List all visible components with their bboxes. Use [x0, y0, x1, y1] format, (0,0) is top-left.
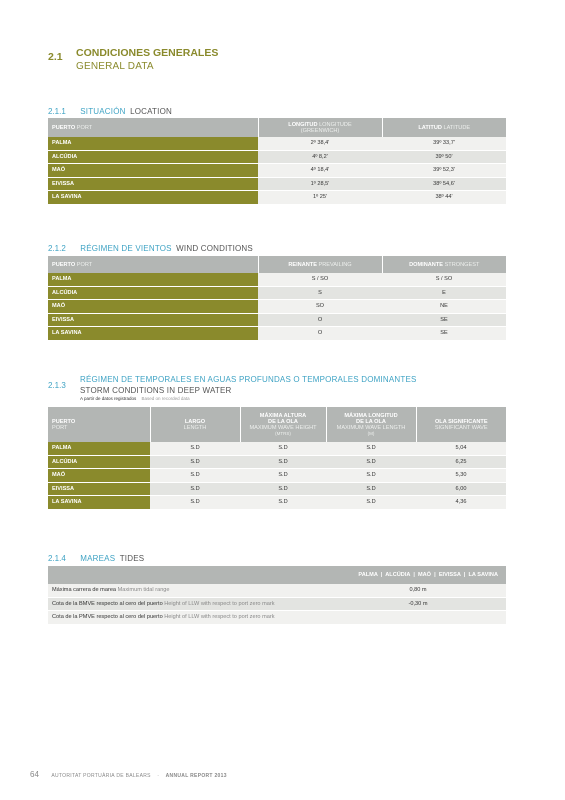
latitude-cell: 38º 44'	[382, 191, 506, 205]
table-row	[48, 455, 506, 469]
length-cell: S.D	[150, 496, 240, 510]
section-heading	[48, 47, 63, 65]
footer	[30, 764, 227, 782]
latitude-cell: 39º 50'	[382, 150, 506, 164]
tide-label: Cota de la PMVE respecto al cero del puerto Height of LLW with respect to port zero mark	[48, 611, 330, 625]
strongest-cell: SE	[382, 313, 506, 327]
wind-table	[48, 256, 506, 341]
prevailing-cell: S	[258, 286, 382, 300]
prevailing-cell: O	[258, 313, 382, 327]
wind-number: 2.1.2	[48, 244, 66, 253]
max-height-cell: S.D	[240, 455, 326, 469]
footer-divider: ·	[157, 773, 160, 779]
prevailing-cell: SO	[258, 300, 382, 314]
wind-title-es: RÉGIMEN DE VIENTOS	[80, 244, 172, 253]
page-number: 64	[30, 770, 39, 779]
tides-title-es: MAREAS	[80, 554, 116, 563]
port-name: MAÓ	[48, 469, 150, 483]
tides-table	[48, 566, 506, 625]
max-length-cell: S.D	[326, 496, 416, 510]
location-number: 2.1.1	[48, 107, 66, 116]
port-name: LA SAVINA	[48, 191, 258, 205]
strongest-cell: SE	[382, 327, 506, 341]
tides-number: 2.1.4	[48, 554, 66, 563]
length-cell: S.D	[150, 469, 240, 483]
strongest-cell: E	[382, 286, 506, 300]
header-strongest: DOMINANTE STRONGEST	[382, 256, 506, 273]
storms-heading	[48, 375, 66, 393]
significant-cell: 4,36	[416, 496, 506, 510]
length-cell: S.D	[150, 482, 240, 496]
max-height-cell: S.D	[240, 469, 326, 483]
storms-title-block	[80, 375, 417, 395]
note-es: A partir de datos registrados	[80, 396, 137, 401]
table-row	[48, 469, 506, 483]
significant-cell: 5,04	[416, 442, 506, 455]
header-max-height: MÁXIMA ALTURA DE LA OLA MAXIMUM WAVE HEIGHT (MTRS)	[240, 407, 326, 442]
max-length-cell: S.D	[326, 469, 416, 483]
port-name: EIVISSA	[48, 177, 258, 191]
port-name: MAÓ	[48, 164, 258, 178]
wind-heading	[48, 238, 253, 256]
latitude-cell: 38º 54,6'	[382, 177, 506, 191]
table-row	[48, 191, 506, 205]
table-row	[48, 327, 506, 341]
table-row	[48, 611, 506, 625]
port-name: EIVISSA	[48, 482, 150, 496]
storms-number: 2.1.3	[48, 381, 66, 390]
max-height-cell: S.D	[240, 442, 326, 455]
location-title-es: SITUACIÓN	[80, 107, 126, 116]
table-row	[48, 177, 506, 191]
port-name: EIVISSA	[48, 313, 258, 327]
header-longitude: LONGITUD LONGITUDE (GREENWICH)	[258, 118, 382, 137]
table-row	[48, 300, 506, 314]
port-name: ALCÚDIA	[48, 286, 258, 300]
max-height-cell: S.D	[240, 482, 326, 496]
section-subtitle: GENERAL DATA	[76, 61, 154, 72]
table-row	[48, 286, 506, 300]
tide-label: Máxima carrera de marea Maximum tidal range	[48, 584, 330, 597]
port-name: ALCÚDIA	[48, 150, 258, 164]
wind-header-row	[48, 256, 506, 273]
footer-report: ANNUAL REPORT 2013	[165, 773, 227, 779]
strongest-cell: NE	[382, 300, 506, 314]
port-name: ALCÚDIA	[48, 455, 150, 469]
latitude-cell: 39º 52,3'	[382, 164, 506, 178]
tides-heading	[48, 548, 144, 566]
header-ports: PALMA | ALCÚDIA | MAÓ | EIVISSA | LA SAVINA	[330, 566, 506, 584]
storms-note	[80, 396, 190, 401]
longitude-cell: 1º 28,5'	[258, 177, 382, 191]
location-heading	[48, 101, 172, 119]
table-row	[48, 137, 506, 150]
header-length: LARGO LENGTH	[150, 407, 240, 442]
port-name: PALMA	[48, 273, 258, 286]
significant-cell: 5,30	[416, 469, 506, 483]
prevailing-cell: O	[258, 327, 382, 341]
section-number: 2.1	[48, 51, 63, 63]
longitude-cell: 2º 38,4'	[258, 137, 382, 150]
table-row	[48, 597, 506, 611]
significant-cell: 6,00	[416, 482, 506, 496]
max-length-cell: S.D	[326, 455, 416, 469]
table-row	[48, 496, 506, 510]
header-port: PUERTO PORT	[48, 256, 258, 273]
tide-value: -0,30 m	[330, 597, 506, 611]
port-name: PALMA	[48, 137, 258, 150]
section-title-block	[76, 47, 218, 72]
footer-org: AUTORITAT PORTUÀRIA DE BALEARS	[51, 773, 151, 779]
note-en: Based on recorded data	[141, 396, 190, 401]
length-cell: S.D	[150, 455, 240, 469]
port-name: MAÓ	[48, 300, 258, 314]
storms-header-row	[48, 407, 506, 442]
longitude-cell: 1º 25'	[258, 191, 382, 205]
length-cell: S.D	[150, 442, 240, 455]
location-header-row	[48, 118, 506, 137]
tide-value: 0,80 m	[330, 584, 506, 597]
location-table	[48, 118, 506, 205]
table-row	[48, 482, 506, 496]
table-row	[48, 442, 506, 455]
max-length-cell: S.D	[326, 442, 416, 455]
longitude-cell: 4º 18,4'	[258, 164, 382, 178]
significant-cell: 6,25	[416, 455, 506, 469]
storms-title-en: STORM CONDITIONS IN DEEP WATER	[80, 386, 232, 395]
header-port: PUERTO PORT	[48, 407, 150, 442]
strongest-cell: S / SO	[382, 273, 506, 286]
tides-header-row	[48, 566, 506, 584]
header-blank	[48, 566, 330, 584]
table-row	[48, 150, 506, 164]
latitude-cell: 39º 33,7'	[382, 137, 506, 150]
header-max-length: MÁXIMA LONGITUD DE LA OLA MAXIMUM WAVE LENGTH (M)	[326, 407, 416, 442]
port-name: LA SAVINA	[48, 327, 258, 341]
tide-value	[330, 611, 506, 625]
location-title-en: LOCATION	[130, 107, 172, 116]
storms-table	[48, 407, 506, 510]
tides-title-en: TIDES	[119, 554, 145, 563]
table-row	[48, 584, 506, 597]
tide-label: Cota de la BMVE respecto al cero del puerto Height of LLW with respect to port zero mark	[48, 597, 330, 611]
wind-title-en: WIND CONDITIONS	[176, 244, 253, 253]
prevailing-cell: S / SO	[258, 273, 382, 286]
port-name: PALMA	[48, 442, 150, 455]
header-latitude: LATITUD LATITUDE	[382, 118, 506, 137]
section-title: CONDICIONES GENERALES	[76, 47, 219, 59]
port-name: LA SAVINA	[48, 496, 150, 510]
header-port: PUERTO PORT	[48, 118, 258, 137]
max-height-cell: S.D	[240, 496, 326, 510]
table-row	[48, 273, 506, 286]
header-significant: OLA SIGNIFICANTE SIGNIFICANT WAVE	[416, 407, 506, 442]
longitude-cell: 4º 8,2'	[258, 150, 382, 164]
table-row	[48, 313, 506, 327]
table-row	[48, 164, 506, 178]
storms-title-es: RÉGIMEN DE TEMPORALES EN AGUAS PROFUNDAS O TEMPORALES DOMINANTES	[80, 375, 417, 384]
header-prevailing: REINANTE PREVAILING	[258, 256, 382, 273]
max-length-cell: S.D	[326, 482, 416, 496]
